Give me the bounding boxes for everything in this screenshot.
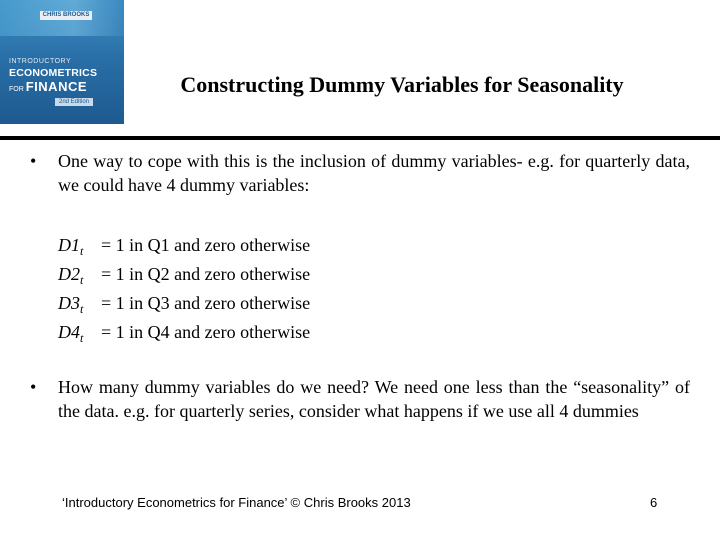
dummy-definition: = 1 in Q4 and zero otherwise: [101, 322, 311, 342]
bullet-marker-2: •: [30, 377, 37, 397]
dummy-row: [58, 289, 310, 318]
dummy-row: [58, 260, 310, 289]
cover-line-3-big: FINANCE: [25, 79, 88, 94]
dummy-variable: $D1_t$: [58, 235, 84, 258]
slide-title: Constructing Dummy Variables for Seasonality: [180, 72, 624, 97]
bullet-text-2: How many dummy variables do we need? We need one less than the “seasonality” of the data. e.g. for quarterly series, consider what happens if we use all 4 dummies: [58, 377, 690, 421]
slide-footer: ‘Introductory Econometrics for Finance’ © Chris Brooks 2013: [62, 495, 411, 510]
page-number: 6: [650, 495, 658, 510]
bullet-marker-1: •: [30, 151, 37, 171]
dummy-definitions: [58, 231, 310, 347]
dummy-definition: = 1 in Q2 and zero otherwise: [101, 264, 311, 284]
cover-edition: 2nd Edition: [55, 98, 93, 106]
book-cover-image: [0, 0, 124, 124]
dummy-variable: $D3_t$: [58, 293, 84, 316]
bullet-text-1: One way to cope with this is the inclusion of dummy variables- e.g. for quarterly data, we could have 4 dummy variables:: [58, 151, 690, 195]
title-divider: [0, 136, 720, 140]
cover-line-2: ECONOMETRICS: [9, 67, 98, 79]
cover-author: CHRIS BROOKS: [40, 11, 92, 20]
dummy-variable: $D4_t$: [58, 322, 84, 345]
dummy-row: [58, 318, 310, 347]
dummy-variable: $D2_t$: [58, 264, 84, 287]
cover-line-1: INTRODUCTORY: [9, 58, 72, 65]
cover-line-3: [9, 79, 87, 94]
dummy-definition: = 1 in Q1 and zero otherwise: [101, 235, 311, 255]
cover-line-3-small: FOR: [9, 86, 24, 93]
dummy-row: [58, 231, 310, 260]
dummy-definition: = 1 in Q3 and zero otherwise: [101, 293, 311, 313]
